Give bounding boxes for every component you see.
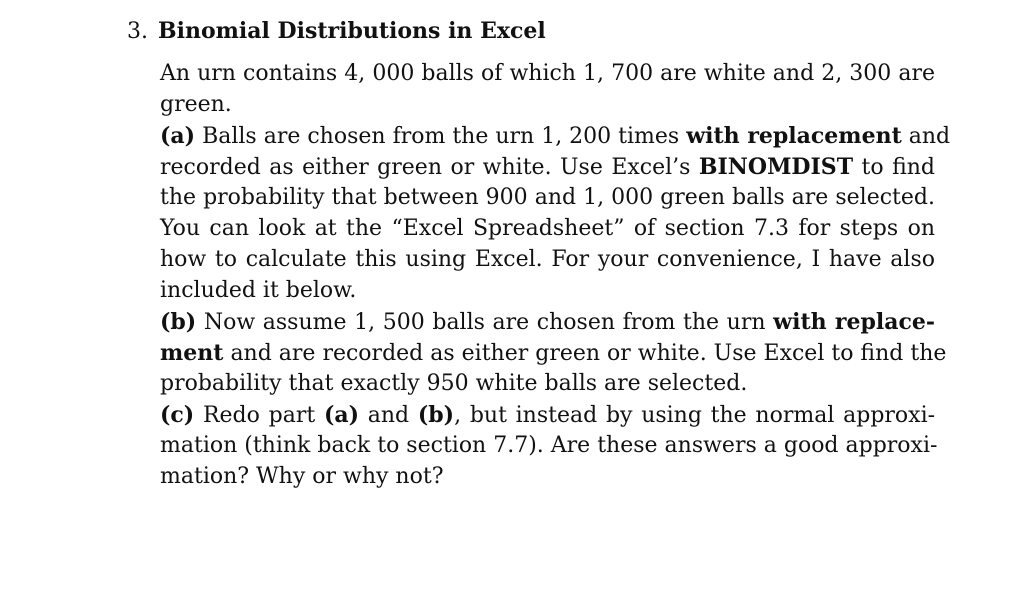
part-b-line-3: probability that exactly 950 white balls are selected. (160, 371, 748, 396)
part-a-binomdist: BINOMDIST (698, 154, 854, 180)
part-b-line-2 (160, 338, 947, 369)
part-b-line-1 (160, 307, 935, 338)
part-c-label: (c) (160, 402, 195, 428)
part-c-ref-a: (a) (323, 402, 360, 428)
part-a-line-1 (160, 121, 951, 152)
part-c-line-3: mation? Why or why not? (160, 464, 444, 489)
part-b-text-1: Now assume 1, 500 balls are chosen from the urn (203, 310, 766, 335)
problem-number: 3. (127, 19, 148, 44)
part-a-line-2 (160, 152, 935, 183)
part-c-text-1: Redo part (202, 403, 316, 428)
part-c-text-1b: , but instead by using the normal approxi- (454, 403, 936, 428)
intro-line-1: An urn contains 4, 000 balls of which 1, 700 are white and 2, 300 are (160, 61, 935, 86)
part-c-and: and (367, 403, 410, 428)
part-b-text-2: and are recorded as either green or white. Use Excel to find the (230, 341, 947, 366)
part-a-with-replacement: with replacement (686, 123, 902, 149)
intro-line-2: green. (160, 92, 232, 117)
part-a-line-5: how to calculate this using Excel. For your convenience, I have also (160, 247, 935, 272)
part-b-label: (b) (160, 309, 197, 335)
part-a-text-2: recorded as either green or white. Use Excel’s (160, 155, 691, 180)
problem-title: Binomial Distributions in Excel (158, 18, 546, 44)
part-a-line-4: You can look at the “Excel Spreadsheet” of section 7.3 for steps on (160, 216, 935, 241)
part-b-with-replace: with replace- (773, 309, 935, 335)
part-b-ment: ment (160, 340, 224, 366)
part-a-label: (a) (160, 123, 196, 149)
part-a-line-6: included it below. (160, 278, 357, 303)
part-c-line-1 (160, 400, 935, 431)
part-a-text-2-end: to find (861, 155, 936, 180)
part-a-text-1-end: and (908, 124, 951, 149)
problem-heading (127, 16, 546, 47)
part-a-line-3: the probability that between 900 and 1, 000 green balls are selected. (160, 185, 935, 210)
part-c-ref-b: (b) (417, 402, 455, 428)
part-a-text-1: Balls are chosen from the urn 1, 200 times (202, 124, 680, 149)
part-c-line-2: mation (think back to section 7.7). Are these answers a good approxi- (160, 433, 938, 458)
